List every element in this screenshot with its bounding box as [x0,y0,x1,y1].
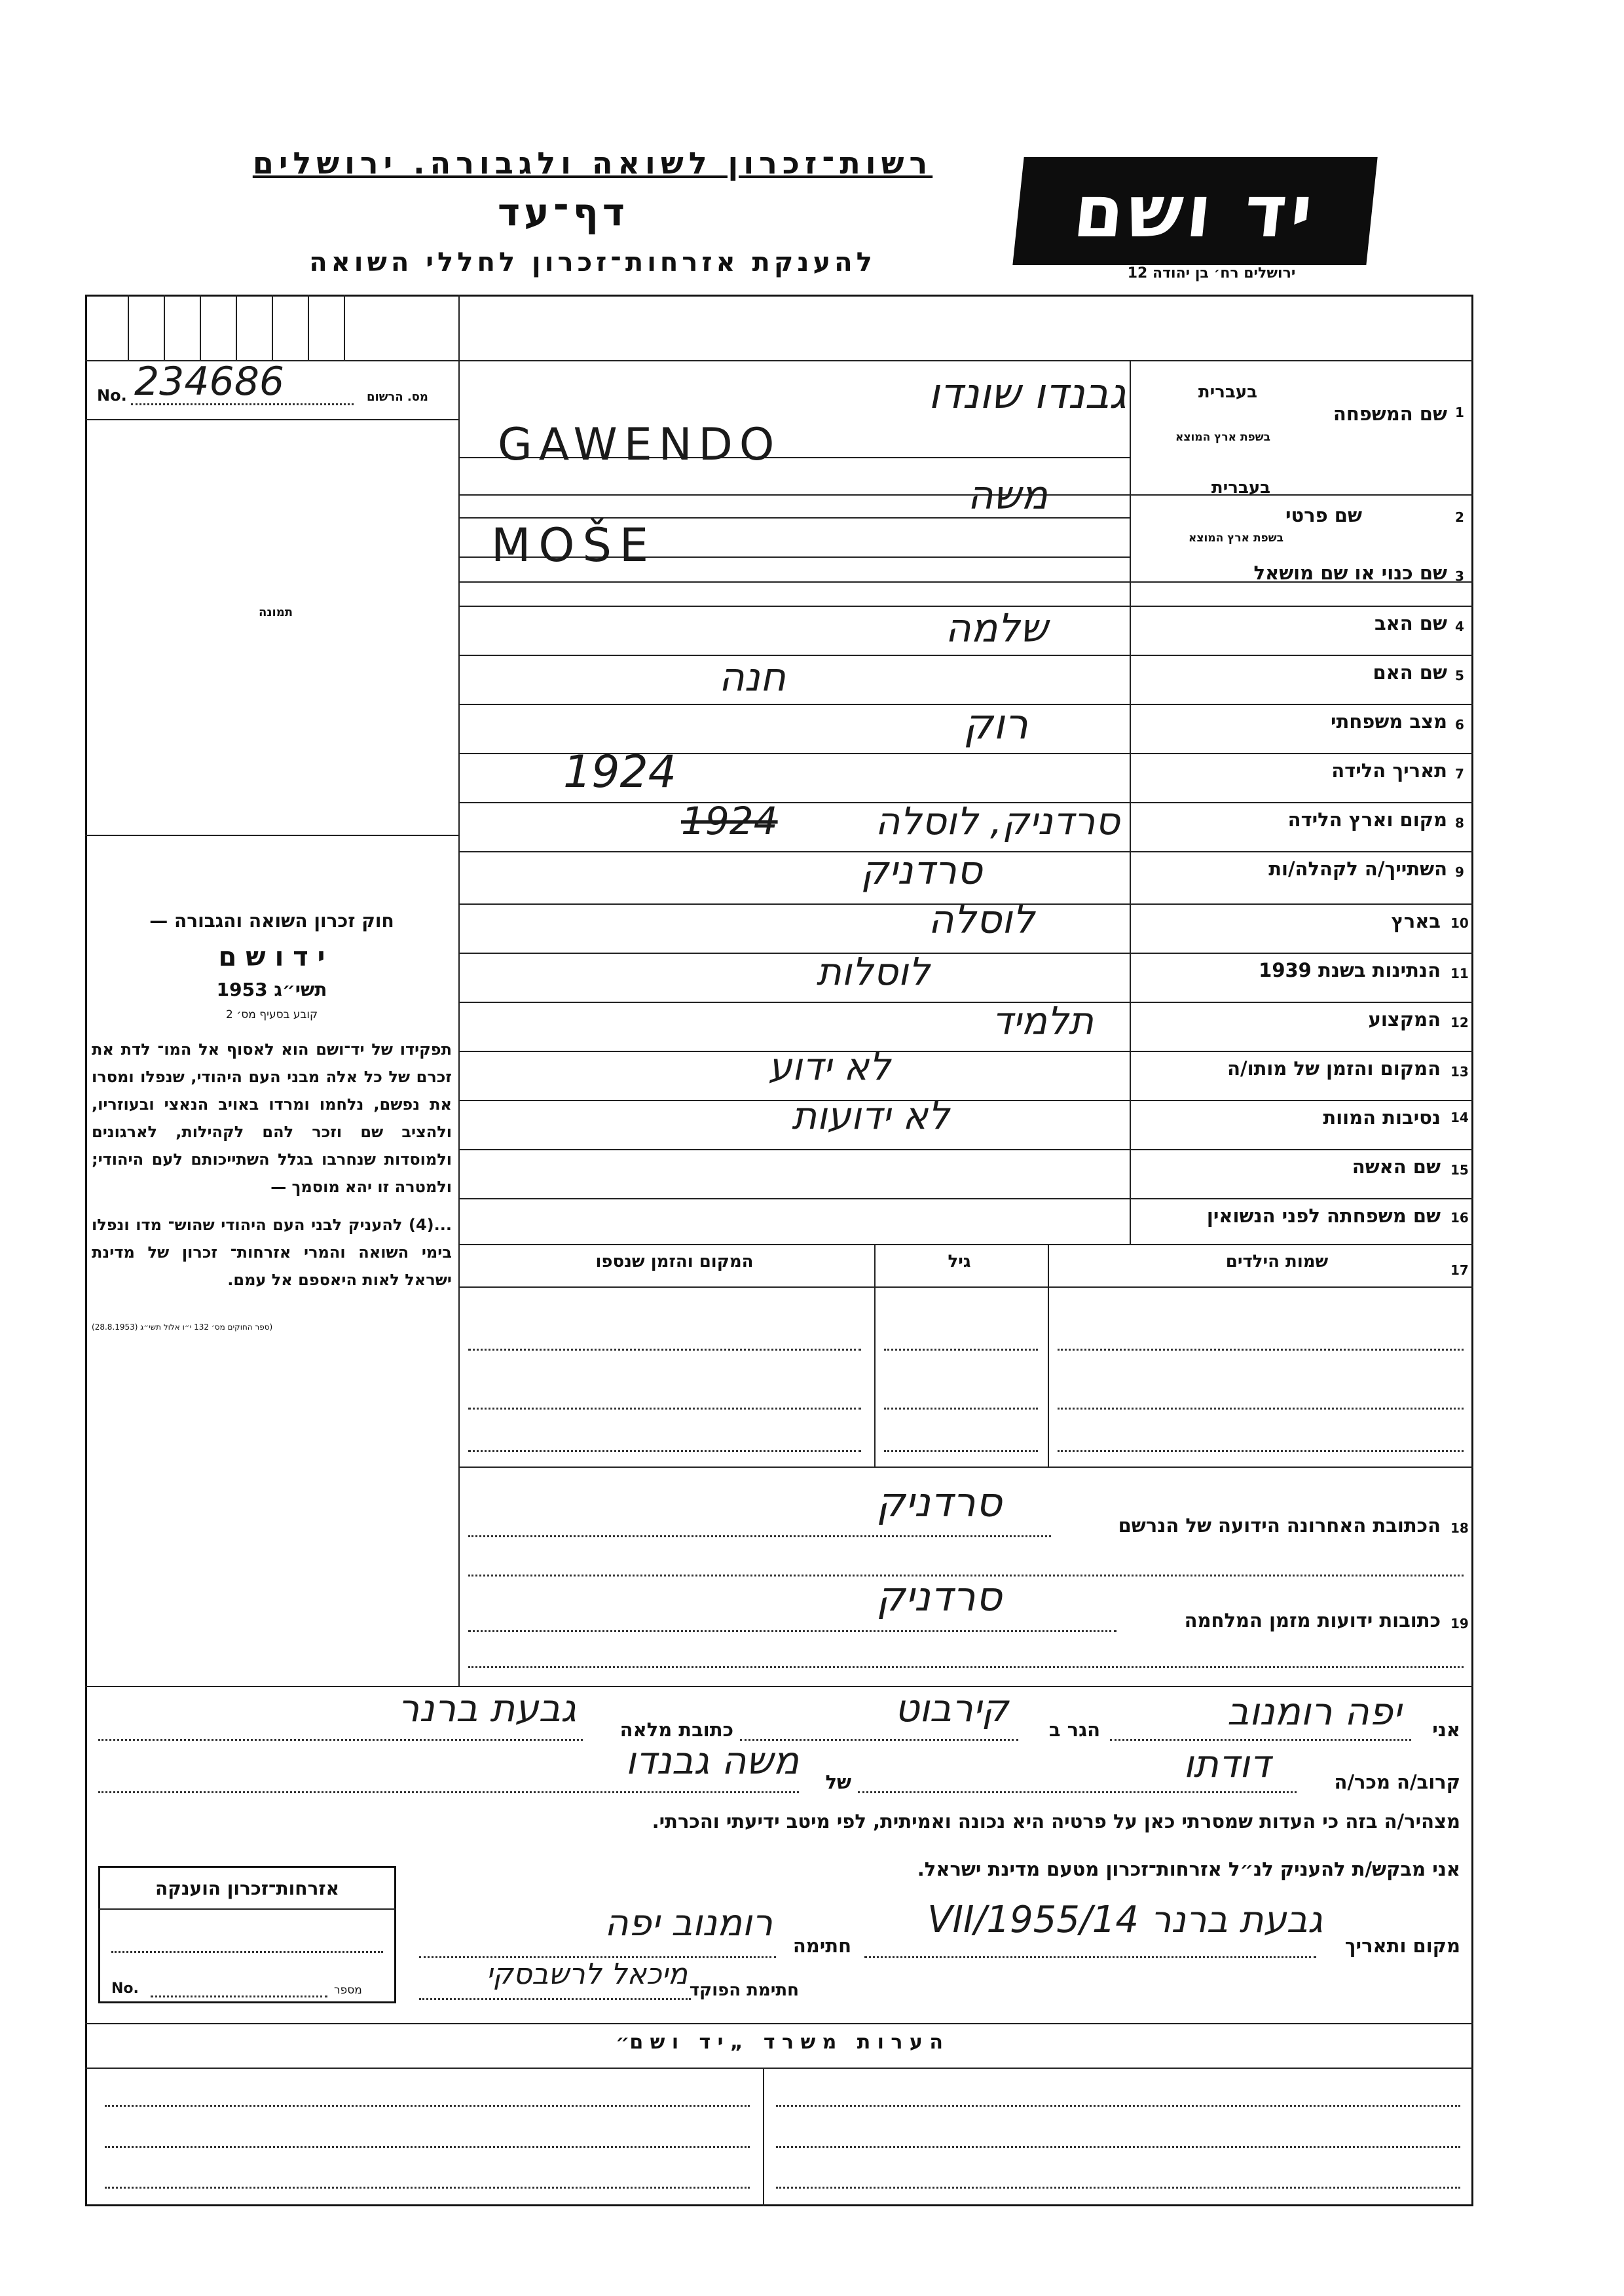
field-8-num: 8 [1455,815,1464,831]
field-16-label: שם משפחתה לפני הנשואין [1206,1205,1441,1227]
law-title: חוק זכרון השואה והגבורה — [149,910,394,932]
field-3-label: שם כנוי או שם מושאל [1253,562,1447,584]
logo-text: יד ושם [1069,169,1321,253]
decl-relative-value: דודתו [1183,1741,1270,1786]
field-18-label: הכתובת האחרונה הידועה של הנרשם [1118,1514,1441,1537]
law-text-1: תפקידו של יד־ושם הוא לאסוף אל המו־ לדת את זכרם של כל אלה מבני העם היהודי, שנפלו ומסרו את נפשם, נלחמו ומרדו באויב הנאצי ובעוזריו, ולהציב שם וזכר להם לקהילות, לארגונים ולמוסדות שנחרבו בגלל השתייכותם לעם היהודי; ולמטרה זו יהא מוסמך — [92,1040,452,1196]
registration-no-label: No. [97,386,127,405]
field-4-value: שלמה [945,606,1048,651]
photo-label: תמונה [259,606,293,619]
field-2-label: שם פרטי [1285,504,1362,526]
decl-relative-label: קרוב/ה מכר/ה [1334,1771,1460,1793]
certificate-box-no: No. [111,1980,139,1997]
logo-address: ירושלים רח׳ בן יהודה 12 [1127,265,1296,282]
field-12-value: תלמיד [991,998,1094,1043]
field-8-value: סרדניק, לוסלה [875,799,1120,843]
field-1-sub-he: בעברית [1198,382,1257,402]
field-2-value-local: MOŠE [491,519,657,572]
field-7-value: 1924 [563,746,677,798]
office-notes-title: ה ע ר ו ת מ ש ר ד „ י ד ו ש ם״ [616,2031,943,2054]
decl-statement: מצהיר/ה בזה כי העדות שמסרתי כאן על פרטיה היא נכונה ואמיתית, לפי מיטב ידיעתי והכרתי. [652,1810,1460,1832]
children-col-place: המקום והזמן שנספו [595,1252,754,1271]
certificate-box-mispar: מספר [334,1984,362,1997]
field-7-num: 7 [1455,766,1464,782]
decl-ani: אני [1432,1719,1460,1741]
field-9-value: סרדניק [860,848,982,894]
field-15-label: שם האשה [1352,1156,1441,1178]
field-1-value-he: גבנדו שונדו [928,370,1126,418]
yad-vashem-logo [1012,157,1377,265]
field-16-num: 16 [1450,1210,1469,1226]
field-2-value-he: משה [967,473,1048,519]
field-11-value: לוסלות [816,949,930,994]
field-2-num: 2 [1455,509,1464,525]
law-text-2: ...(4) להעניק לבני העם היהודי שהוש־ מדו ונפלו בימי השואה והמרי אזרחות־ זכרון של מדינת ישראל לאות היאספם אל עמם. [92,1216,452,1289]
decl-place-date-label: מקום ותאריך [1344,1935,1460,1957]
field-9-num: 9 [1455,864,1464,880]
field-12-label: המקצוע [1368,1008,1441,1030]
field-19-label: כתובות ידועות מזמן המלחמה [1184,1609,1441,1631]
field-10-value: לוסלה [928,897,1035,943]
field-11-num: 11 [1450,966,1469,981]
decl-signature-value: רומנוב יפה [604,1902,773,1944]
decl-signature-label: חתימה [792,1935,851,1957]
field-4-label: שם האב [1374,612,1447,634]
authority-heading: רשות־זכרון לשואה ולגבורה. ירושלים [252,145,933,181]
decl-residing: הגר ב [1048,1719,1100,1741]
decl-ani-value: יפה רומנוב [1227,1689,1401,1734]
field-10-label: בארץ [1391,910,1441,932]
field-6-value: רוק [963,701,1028,749]
field-2-sub-local: בשפת ארץ המוצא [1188,532,1283,545]
field-15-num: 15 [1450,1162,1469,1178]
law-source: (ספר החוקים מס׳ 132 י״ו אלול תשי״ג (28.8.1953) [92,1322,273,1332]
decl-official-label: חתימת הפוקד [689,1980,799,2000]
field-8-label: מקום וארץ הלידה [1287,809,1447,831]
field-1-label: שם המשפחה [1333,403,1447,425]
children-col-names: שמות הילדים [1225,1252,1329,1271]
form-subtitle: להענקת אזרחות־זכרון לחללי השואה [309,247,876,278]
decl-request: אני מבקש/ת להעניק לנ״ל אזרחות־זכרון מטעם מדינת ישראל. [917,1858,1460,1880]
decl-address-value: גבעת ברנר [397,1686,576,1730]
decl-place-date-value: גבעת ברנר 14/VII/1955 [927,1899,1323,1941]
law-name: י ד ו ש ם [218,942,325,972]
registration-number: 234686 [134,359,285,405]
field-6-num: 6 [1455,717,1464,733]
field-13-value: לא ידוע [768,1044,891,1089]
field-8-struck: 1924 [681,799,778,843]
children-col-age: גיל [948,1252,971,1271]
law-section [92,910,452,1332]
field-6-label: מצב משפחתי [1330,710,1447,733]
field-17-num: 17 [1450,1262,1469,1278]
field-4-num: 4 [1455,619,1464,634]
field-14-label: נסיבות המוות [1323,1106,1441,1129]
field-14-num: 14 [1450,1110,1469,1125]
decl-of-label: של [825,1771,851,1793]
field-3-num: 3 [1455,568,1464,584]
field-1-num: 1 [1455,405,1464,420]
law-year: תשי״ג 1953 [216,979,327,1000]
field-19-value: סרדניק [876,1573,1002,1620]
field-5-num: 5 [1455,668,1464,683]
field-13-num: 13 [1450,1064,1469,1080]
field-18-value: סרדניק [876,1478,1002,1526]
field-11-label: הנתינות בשנת 1939 [1259,959,1441,981]
field-14-value: לא ידועות [792,1093,950,1138]
field-19-num: 19 [1450,1616,1469,1631]
decl-official-value: מיכאל לרשבסקי [486,1958,688,1991]
field-10-num: 10 [1450,915,1469,931]
decl-residing-value: קירבוט [895,1686,1008,1730]
field-2-sub-he: בעברית [1211,478,1270,498]
field-5-label: שם האם [1373,661,1447,683]
field-18-num: 18 [1450,1520,1469,1536]
law-section-ref: קובע בסעיף מס׳ 2 [225,1008,318,1021]
field-12-num: 12 [1450,1015,1469,1030]
registration-he-label: מס. הרשום [367,390,428,404]
decl-of-value: משה גבנדו [625,1738,799,1783]
certificate-box-title: אזרחות־זכרון הוענקה [155,1878,339,1899]
decl-address-label: כתובת מלאה [619,1719,733,1741]
field-5-value: חנה [718,655,786,701]
field-13-label: המקום והזמן של מותו/ה [1227,1057,1441,1080]
field-1-value-local: GAWENDO [498,419,781,471]
form-title: דף־עד [497,190,629,234]
field-9-label: השתייך/ה לקהלה/ות [1268,858,1447,880]
field-1-sub-local: בשפת ארץ המוצא [1175,431,1270,444]
field-7-label: תאריך הלידה [1331,759,1447,782]
